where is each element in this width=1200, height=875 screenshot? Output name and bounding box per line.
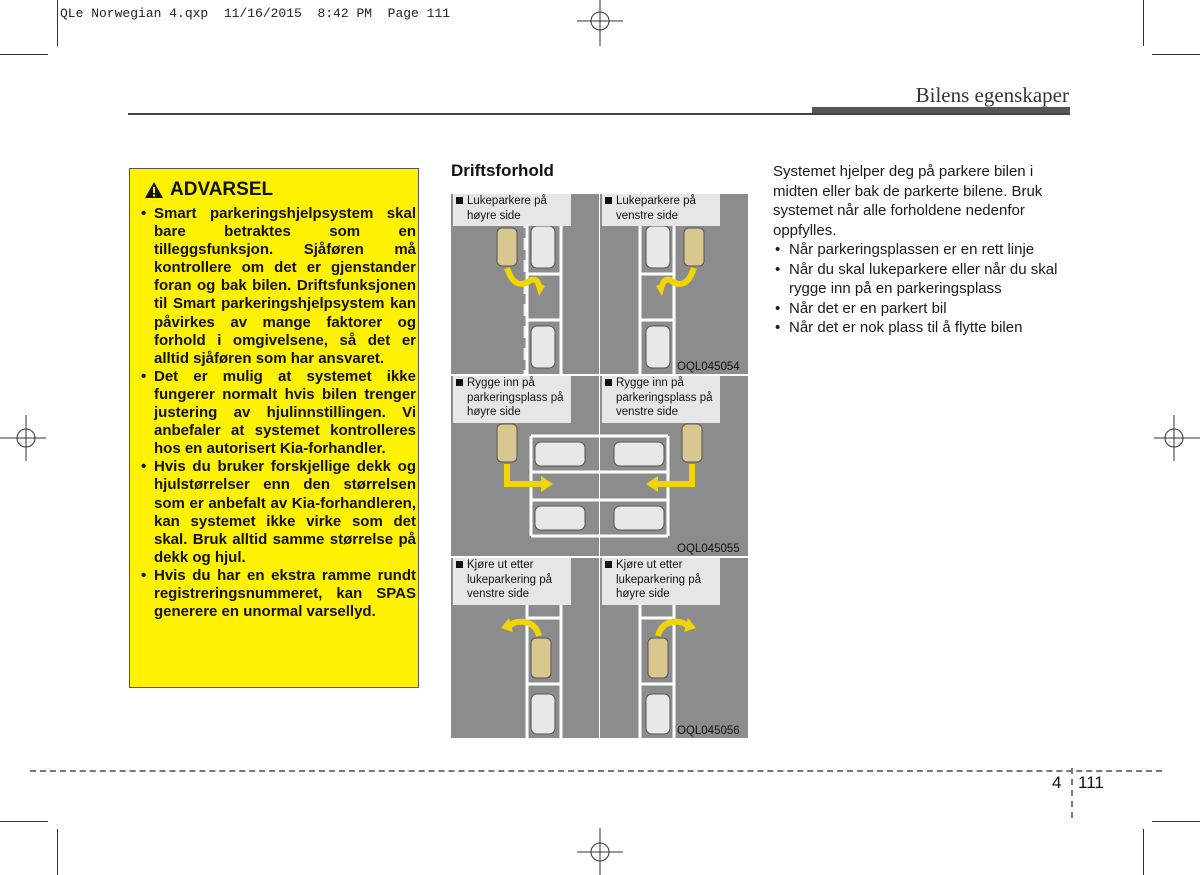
conditions-list	[773, 240, 1071, 338]
parking-diagram-exit-left	[451, 558, 599, 738]
panel-label: Rygge inn på parkeringsplass på venstre side	[602, 376, 720, 423]
registration-mark-icon	[1152, 413, 1200, 463]
body-text	[773, 162, 1071, 338]
list-item: • Når det er nok plass til å flytte bilen	[773, 318, 1071, 338]
parking-diagram-reverse-right	[451, 376, 599, 556]
figure-code: OQL045054	[677, 361, 740, 373]
header-rule	[128, 113, 1070, 115]
panel-label: Kjøre ut etter lukeparkering på venstre side	[453, 558, 571, 605]
driftsforhold-title: Driftsforhold	[451, 161, 554, 180]
figure-code: OQL045056	[677, 725, 740, 737]
panel-label: Kjøre ut etter lukeparkering på høyre side	[602, 558, 720, 605]
warning-list	[140, 205, 416, 621]
parking-diagram-parallel-left	[600, 194, 748, 374]
parking-diagram-reverse-left	[600, 376, 748, 556]
warning-heading	[144, 179, 273, 201]
chapter-number: 4	[1052, 773, 1062, 792]
page-number-divider	[1071, 768, 1073, 818]
registration-mark-icon	[575, 0, 625, 50]
list-item: • Når parkeringsplassen er en rett linje	[773, 240, 1071, 260]
warning-item: • Hvis du bruker forskjellige dekk og hjulstørrelser enn den størrelsen som er anbefalt av Kia-forhandleren, kan systemet ikke virke som det skal. Bruk alltid samme størrelse på dekk og hjul.	[140, 458, 416, 567]
parking-diagram-exit-right	[600, 558, 748, 738]
panel-label: Lukeparkere på høyre side	[453, 194, 571, 226]
print-slug: QLe Norwegian 4.qxp 11/16/2015 8:42 PM Page 111	[60, 6, 451, 21]
warning-item: • Smart parkeringshjelpsystem skal bare betraktes som en tilleggsfunksjon. Sjåføren må kontrollere om det er gjenstander foran og bak bilen. Driftsfunksjonen til Smart parkeringshjelpsystem kan påvirkes av mange faktorer og forhold i omgivelsene, så det er alltid sjåføren som har ansvaret.	[140, 205, 416, 368]
figure-code: OQL045055	[677, 543, 740, 555]
registration-mark-icon	[0, 413, 48, 463]
panel-label: Lukeparkere på venstre side	[602, 194, 720, 226]
parking-diagram-parallel-right	[451, 194, 599, 374]
list-item: • Når det er en parkert bil	[773, 299, 1071, 319]
footer-rule	[30, 770, 1162, 772]
warning-triangle-icon	[144, 181, 164, 199]
section-header-title: Bilens egenskaper	[915, 83, 1069, 107]
warning-item: • Hvis du har en ekstra ramme rundt registreringsnummeret, kan SPAS generere en unormal varsellyd.	[140, 567, 416, 621]
page-number: 111	[1078, 773, 1104, 792]
warning-box	[129, 168, 419, 688]
registration-mark-icon	[575, 828, 625, 875]
list-item: • Når du skal lukeparkere eller når du skal rygge inn på en parkeringsplass	[773, 260, 1071, 299]
intro-paragraph: Systemet hjelper deg på parkere bilen i midten eller bak de parkerte bilene. Bruk systemet når alle forholdene nedenfor oppfylles.	[773, 163, 1043, 239]
warning-title: ADVARSEL	[170, 179, 274, 200]
warning-item: • Det er mulig at systemet ikke fungerer normalt hvis bilen trenger justering av hjulinnstillingen. Vi anbefaler at systemet kontrolleres hos en autorisert Kia-forhandler.	[140, 368, 416, 458]
panel-label: Rygge inn på parkeringsplass på høyre side	[453, 376, 571, 423]
